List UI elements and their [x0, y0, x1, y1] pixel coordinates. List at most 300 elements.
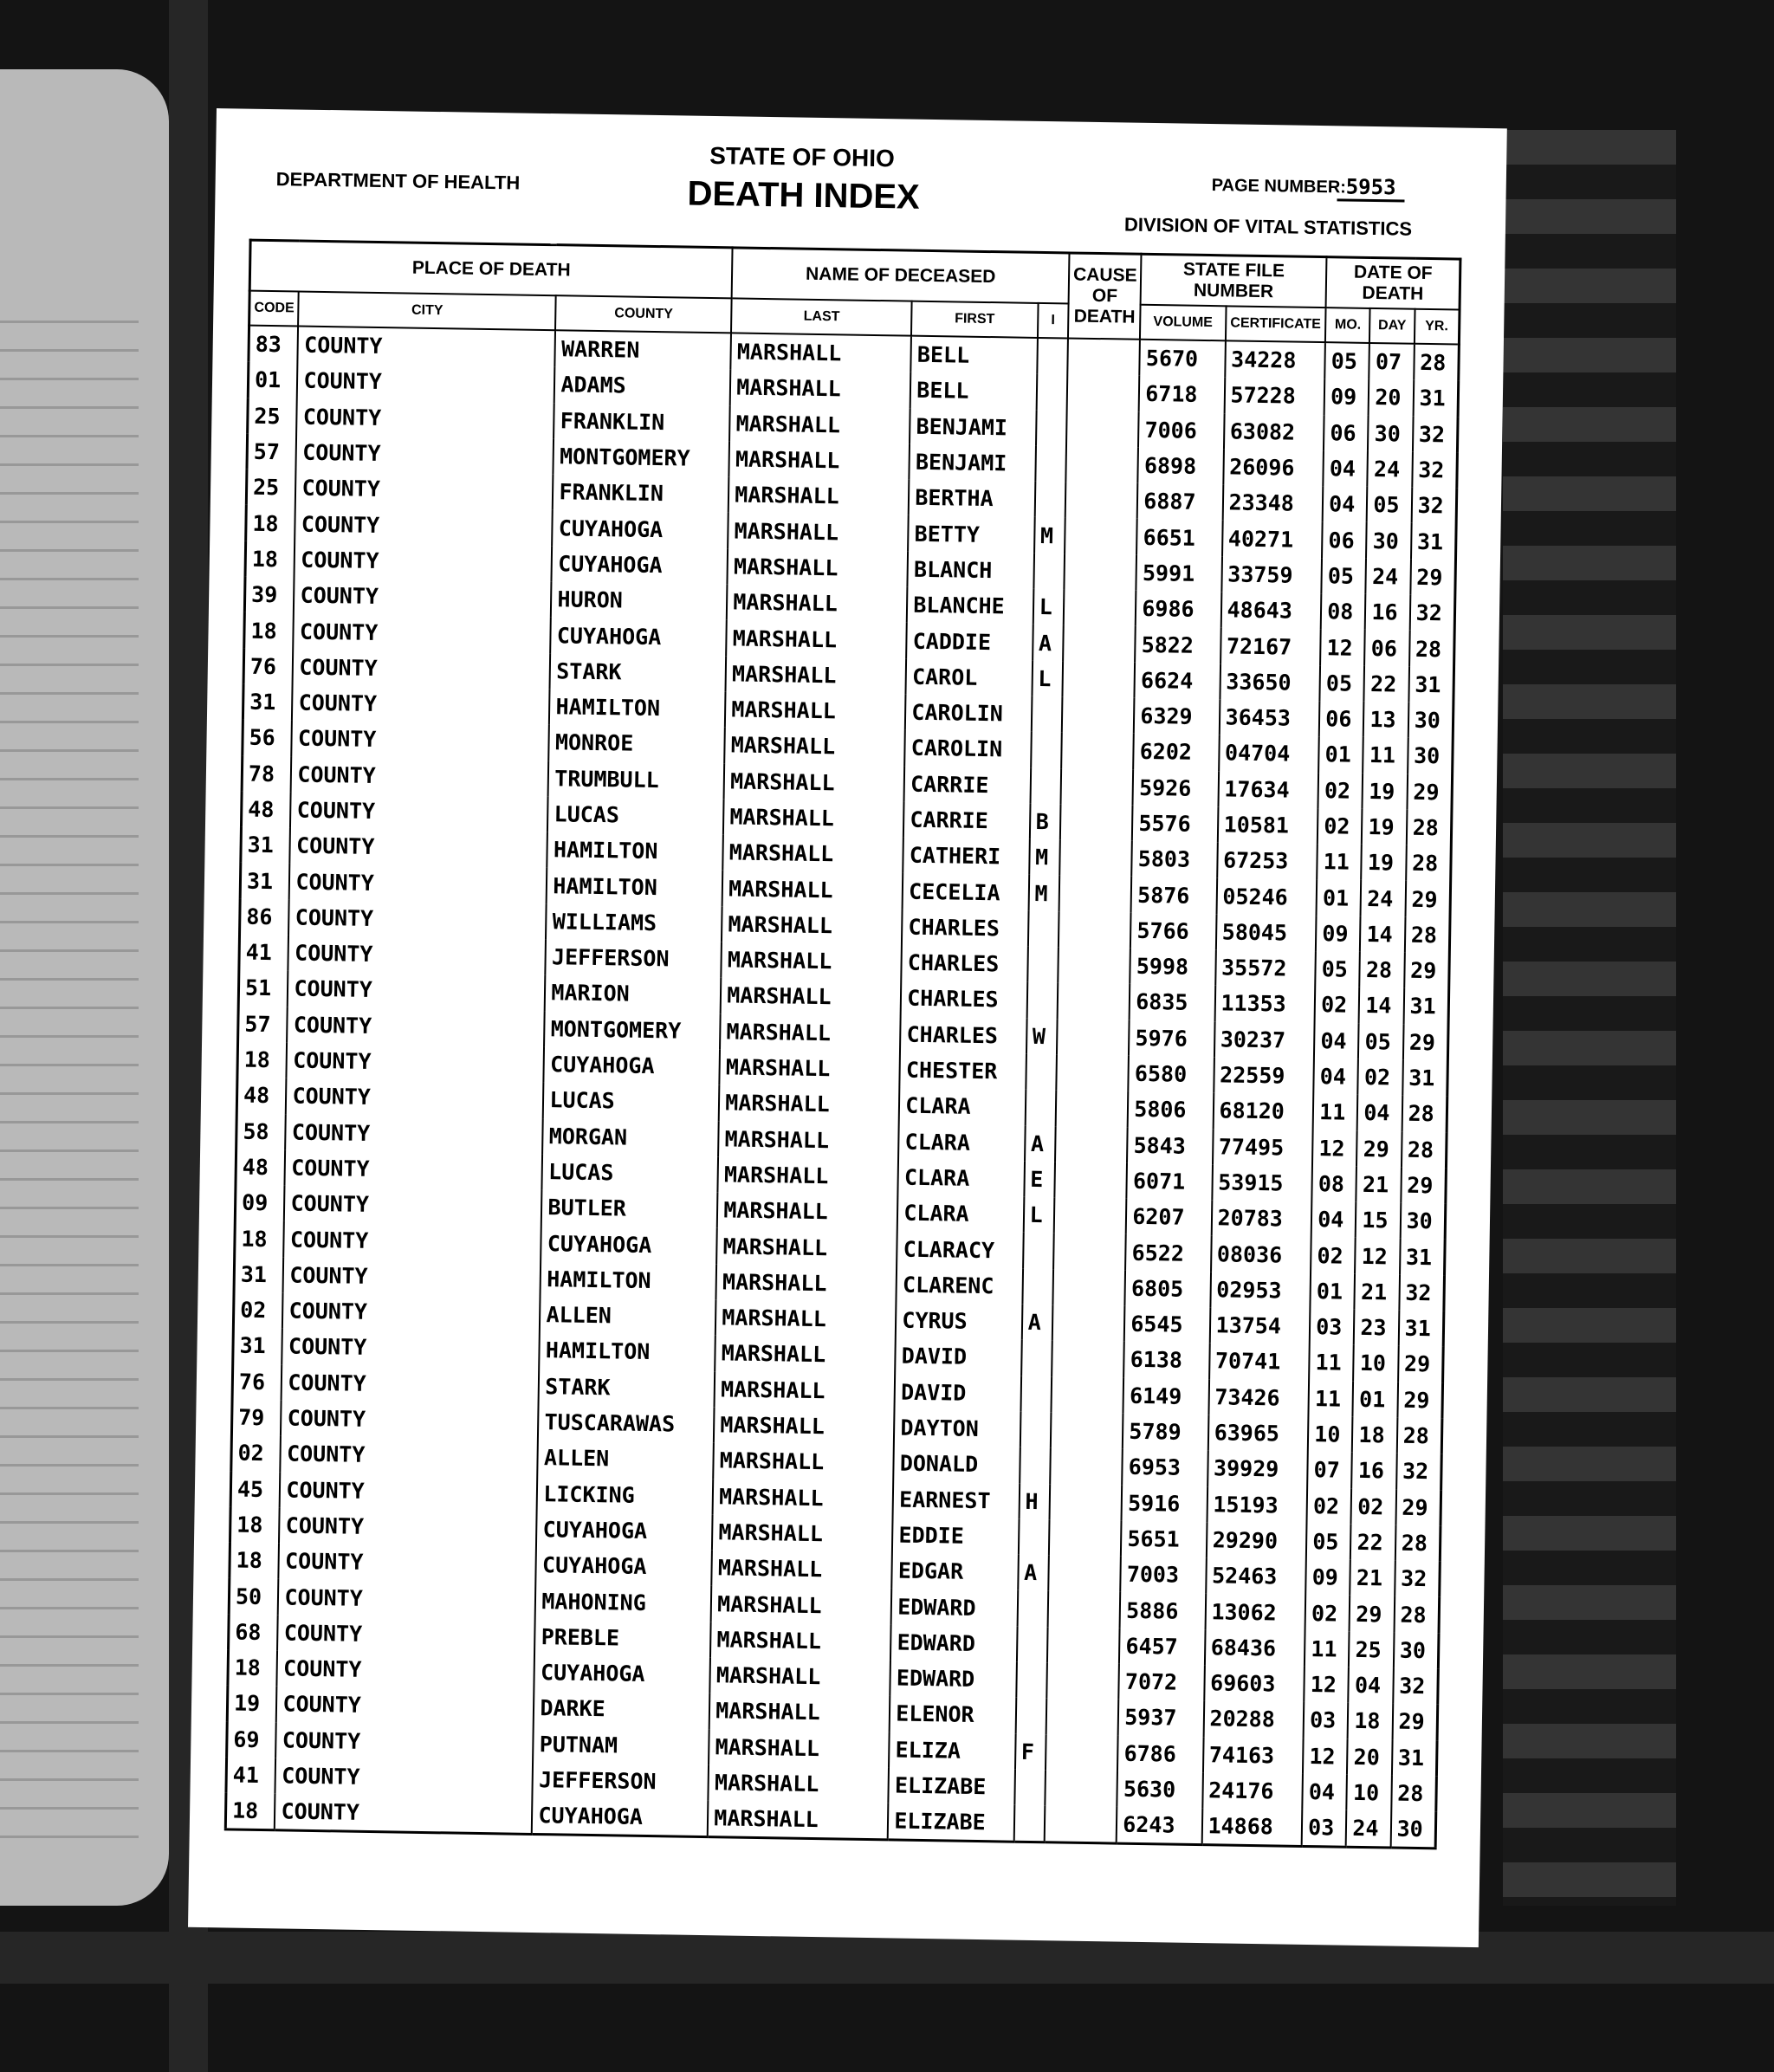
cause-of-death-cell: [1066, 411, 1139, 448]
initial-cell: [1036, 374, 1067, 411]
last-name-cell: MARSHALL: [725, 691, 906, 730]
initial-cell: [1025, 1090, 1056, 1126]
initial-cell: [1034, 482, 1065, 518]
code-cell: 39: [244, 577, 295, 613]
county-cell: ADAMS: [554, 366, 730, 405]
year-cell: 29: [1392, 1704, 1438, 1740]
city-cell: COUNTY: [288, 971, 546, 1011]
first-name-cell: CADDIE: [906, 623, 1033, 661]
initial-cell: L: [1023, 1197, 1054, 1233]
county-cell: HAMILTON: [540, 1332, 715, 1370]
volume-cell: 5998: [1130, 949, 1216, 986]
certificate-cell: 29290: [1206, 1522, 1306, 1559]
last-name-cell: MARSHALL: [717, 1192, 898, 1231]
county-cell: MONTGOMERY: [544, 1011, 720, 1049]
last-name-cell: MARSHALL: [708, 1800, 889, 1840]
county-cell: CUYAHOGA: [534, 1654, 710, 1693]
month-cell: 02: [1307, 1487, 1352, 1524]
city-cell: COUNTY: [284, 1221, 542, 1261]
county-cell: LUCAS: [547, 796, 723, 834]
city-cell: COUNTY: [276, 1722, 534, 1762]
year-cell: 29: [1403, 1024, 1449, 1060]
month-cell: 04: [1303, 1774, 1348, 1810]
first-name-cell: CLARA: [899, 1088, 1026, 1126]
day-cell: 24: [1368, 451, 1413, 488]
month-cell: 11: [1317, 844, 1362, 880]
initial-cell: [1017, 1590, 1048, 1627]
initial-header: I: [1038, 303, 1069, 339]
city-cell: COUNTY: [287, 1042, 545, 1082]
place-of-death-header: PLACE OF DEATH: [249, 240, 733, 298]
initial-cell: A: [1021, 1305, 1052, 1341]
first-name-cell: CAROLIN: [905, 695, 1032, 733]
code-cell: 48: [241, 791, 291, 827]
initial-cell: [1015, 1698, 1046, 1734]
code-cell: 31: [233, 1328, 283, 1364]
certificate-cell: 72167: [1220, 628, 1321, 665]
year-cell: 30: [1394, 1632, 1440, 1668]
month-cell: 04: [1311, 1201, 1356, 1238]
last-name-cell: MARSHALL: [728, 513, 909, 552]
first-name-cell: BENJAMI: [910, 408, 1036, 446]
certificate-cell: 13062: [1205, 1594, 1305, 1631]
certificate-cell: 68120: [1213, 1092, 1313, 1130]
certificate-cell: 05246: [1216, 878, 1317, 916]
month-cell: 05: [1324, 342, 1369, 379]
first-name-cell: DONALD: [893, 1446, 1020, 1484]
cause-of-death-cell: [1046, 1699, 1119, 1736]
volume-cell: 6202: [1133, 734, 1219, 771]
city-cell: COUNTY: [288, 935, 547, 974]
year-cell: 28: [1402, 1096, 1447, 1132]
city-cell: COUNTY: [277, 1650, 535, 1690]
certificate-cell: 74163: [1203, 1737, 1304, 1774]
last-name-cell: MARSHALL: [728, 477, 910, 516]
year-cell: 32: [1393, 1668, 1439, 1705]
day-cell: 13: [1363, 702, 1408, 738]
last-name-cell: MARSHALL: [727, 584, 908, 623]
volume-cell: 7003: [1121, 1557, 1207, 1594]
day-cell: 19: [1362, 809, 1407, 845]
first-name-cell: BETTY: [908, 515, 1034, 554]
county-cell: JEFFERSON: [546, 939, 722, 977]
first-name-cell: ELIZABE: [889, 1767, 1015, 1805]
certificate-cell: 36453: [1219, 699, 1319, 736]
certificate-cell: 34228: [1225, 340, 1325, 379]
volume-cell: 6457: [1119, 1628, 1205, 1665]
last-name-cell: MARSHALL: [723, 799, 904, 838]
initial-cell: [1023, 1233, 1054, 1269]
county-cell: CUYAHOGA: [552, 546, 728, 584]
city-cell: COUNTY: [280, 1472, 538, 1512]
day-cell: 30: [1368, 416, 1413, 452]
day-cell: 29: [1356, 1130, 1402, 1167]
index-rows: [225, 326, 1459, 1849]
certificate-cell: 14868: [1201, 1808, 1302, 1847]
cause-of-death-cell: [1065, 482, 1138, 520]
volume-cell: 7072: [1119, 1664, 1205, 1701]
volume-cell: 5806: [1128, 1091, 1214, 1129]
initial-cell: [1033, 554, 1065, 590]
volume-cell: 6149: [1123, 1377, 1209, 1415]
volume-cell: 5991: [1136, 555, 1222, 592]
day-cell: 21: [1350, 1560, 1395, 1596]
month-cell: 05: [1306, 1524, 1351, 1560]
county-cell: CUYAHOGA: [553, 510, 728, 548]
certificate-cell: 40271: [1222, 521, 1323, 558]
initial-cell: M: [1034, 517, 1065, 554]
city-cell: COUNTY: [275, 1793, 533, 1834]
year-cell: 28: [1406, 845, 1452, 882]
county-cell: MAHONING: [535, 1583, 711, 1621]
month-cell: 04: [1324, 450, 1369, 487]
initial-cell: [1017, 1626, 1048, 1662]
division-label: DIVISION OF VITAL STATISTICS: [1123, 213, 1413, 240]
code-cell: 48: [236, 1078, 287, 1114]
initial-cell: [1026, 1054, 1057, 1091]
county-cell: LUCAS: [543, 1082, 719, 1120]
day-cell: 05: [1358, 1023, 1403, 1059]
certificate-cell: 67253: [1217, 842, 1318, 879]
year-cell: 31: [1413, 380, 1459, 417]
day-cell: 15: [1356, 1202, 1401, 1239]
initial-cell: A: [1018, 1555, 1049, 1591]
city-cell: COUNTY: [279, 1543, 537, 1583]
first-name-cell: DAYTON: [894, 1409, 1020, 1447]
first-name-cell: BELL: [911, 336, 1038, 375]
code-cell: 18: [228, 1649, 278, 1686]
year-cell: 31: [1411, 523, 1457, 560]
city-cell: COUNTY: [284, 1186, 542, 1226]
day-cell: 18: [1352, 1417, 1397, 1454]
initial-cell: [1030, 767, 1061, 804]
city-cell: COUNTY: [298, 327, 556, 367]
initial-cell: [1031, 732, 1062, 768]
cause-of-death-cell: [1054, 1197, 1127, 1234]
month-cell: 01: [1311, 1273, 1356, 1310]
county-cell: HAMILTON: [541, 1261, 716, 1299]
volume-cell: 7006: [1138, 411, 1224, 449]
county-cell: HAMILTON: [549, 689, 725, 727]
month-cell: 12: [1320, 629, 1365, 665]
cause-of-death-cell: [1059, 876, 1132, 913]
month-header: MO.: [1325, 308, 1370, 343]
initial-cell: [1037, 338, 1068, 375]
city-cell: COUNTY: [279, 1507, 537, 1547]
certificate-cell: 73426: [1208, 1379, 1309, 1416]
certificate-cell: 24176: [1202, 1772, 1303, 1810]
month-cell: 02: [1315, 987, 1360, 1023]
day-cell: 16: [1365, 594, 1410, 631]
code-cell: 18: [246, 505, 296, 541]
year-cell: 32: [1409, 595, 1455, 631]
volume-cell: 6545: [1124, 1306, 1210, 1344]
last-name-cell: MARSHALL: [716, 1264, 897, 1303]
county-cell: WARREN: [555, 330, 731, 369]
volume-cell: 6522: [1125, 1234, 1211, 1272]
day-cell: 02: [1358, 1059, 1403, 1096]
initial-cell: M: [1028, 875, 1059, 911]
volume-cell: 6138: [1123, 1342, 1209, 1379]
month-cell: 01: [1318, 736, 1363, 773]
year-cell: 28: [1395, 1525, 1441, 1561]
year-cell: 28: [1391, 1775, 1437, 1811]
cause-of-death-cell: [1063, 661, 1136, 698]
day-cell: 04: [1349, 1667, 1394, 1704]
certificate-cell: 10581: [1217, 806, 1318, 844]
certificate-cell: 35572: [1215, 949, 1316, 987]
county-cell: FRANKLIN: [553, 474, 728, 512]
code-cell: 68: [229, 1614, 279, 1650]
county-cell: HURON: [551, 581, 727, 619]
cause-of-death-cell: [1046, 1662, 1119, 1700]
month-cell: 06: [1322, 522, 1367, 559]
county-cell: LUCAS: [542, 1154, 718, 1192]
initial-cell: [1028, 911, 1059, 948]
first-name-cell: CLARA: [898, 1159, 1025, 1197]
county-header: COUNTY: [555, 295, 731, 333]
last-name-cell: MARSHALL: [715, 1336, 896, 1375]
certificate-cell: 70741: [1209, 1343, 1310, 1380]
initial-cell: [1026, 982, 1058, 1019]
first-name-cell: CECELIA: [903, 873, 1029, 911]
last-name-cell: MARSHALL: [715, 1371, 896, 1410]
code-cell: 02: [231, 1435, 282, 1472]
volume-cell: 6329: [1134, 698, 1220, 735]
initial-cell: [1022, 1269, 1053, 1305]
last-name-cell: MARSHALL: [712, 1514, 893, 1553]
first-name-cell: EARNEST: [893, 1481, 1020, 1519]
volume-cell: 6718: [1139, 376, 1225, 413]
year-cell: 28: [1402, 1131, 1447, 1168]
year-cell: 28: [1396, 1418, 1442, 1454]
county-cell: TRUMBULL: [548, 761, 724, 799]
code-cell: 57: [247, 433, 297, 469]
year-cell: 28: [1394, 1596, 1440, 1633]
city-cell: COUNTY: [295, 470, 554, 510]
state-label: STATE OF OHIO: [709, 141, 896, 172]
city-cell: COUNTY: [278, 1615, 536, 1654]
year-cell: 29: [1398, 1346, 1444, 1382]
city-cell: COUNTY: [278, 1579, 536, 1619]
first-name-header: FIRST: [911, 301, 1038, 338]
volume-cell: 5926: [1133, 769, 1219, 806]
code-cell: 31: [234, 1256, 284, 1292]
code-cell: 51: [238, 970, 288, 1007]
city-cell: COUNTY: [275, 1758, 534, 1797]
first-name-cell: CARRIE: [904, 766, 1031, 804]
code-cell: 01: [248, 362, 298, 398]
county-cell: CUYAHOGA: [551, 618, 727, 656]
year-cell: 32: [1413, 416, 1459, 452]
code-cell: 18: [245, 541, 295, 577]
city-cell: COUNTY: [281, 1436, 539, 1476]
code-cell: 78: [242, 755, 292, 792]
certificate-cell: 68436: [1204, 1629, 1305, 1667]
initial-cell: [1014, 1770, 1046, 1806]
first-name-cell: CHARLES: [902, 945, 1028, 983]
year-cell: 31: [1398, 1311, 1444, 1347]
volume-cell: 5651: [1121, 1520, 1207, 1557]
code-cell: 25: [248, 398, 298, 434]
certificate-cell: 52463: [1206, 1557, 1306, 1595]
certificate-cell: 30237: [1214, 1021, 1315, 1059]
last-name-cell: MARSHALL: [713, 1442, 894, 1481]
month-cell: 03: [1304, 1702, 1349, 1739]
code-cell: 41: [226, 1757, 276, 1793]
month-cell: 02: [1305, 1595, 1350, 1631]
county-cell: CUYAHOGA: [536, 1547, 712, 1585]
month-cell: 09: [1316, 916, 1361, 952]
code-cell: 76: [243, 648, 294, 684]
month-cell: 12: [1312, 1130, 1357, 1167]
city-cell: COUNTY: [292, 684, 550, 724]
certificate-cell: 53915: [1212, 1164, 1312, 1201]
day-cell: 22: [1350, 1525, 1395, 1561]
day-cell: 24: [1366, 559, 1411, 595]
last-name-header: LAST: [731, 298, 912, 335]
city-cell: COUNTY: [297, 398, 555, 438]
last-name-cell: MARSHALL: [728, 548, 909, 587]
year-cell: 28: [1406, 810, 1452, 846]
code-cell: 31: [240, 863, 290, 899]
year-cell: 28: [1414, 344, 1460, 381]
year-cell: 29: [1404, 953, 1450, 989]
last-name-cell: MARSHALL: [709, 1764, 890, 1803]
first-name-cell: CAROLIN: [904, 730, 1031, 768]
county-cell: ALLEN: [540, 1297, 715, 1335]
cause-of-death-cell: [1048, 1591, 1121, 1628]
first-name-cell: BELL: [910, 372, 1037, 411]
code-cell: 18: [230, 1543, 280, 1579]
volume-cell: 5789: [1123, 1414, 1208, 1451]
year-cell: 28: [1409, 631, 1455, 667]
department-label: DEPARTMENT OF HEALTH: [275, 168, 521, 194]
first-name-cell: EDWARD: [890, 1624, 1017, 1662]
first-name-cell: CHARLES: [900, 1016, 1026, 1054]
county-cell: DARKE: [534, 1690, 709, 1728]
city-cell: COUNTY: [276, 1687, 534, 1726]
cause-of-death-cell: [1052, 1376, 1124, 1414]
day-cell: 21: [1355, 1274, 1400, 1311]
year-cell: 32: [1396, 1454, 1442, 1490]
last-name-cell: MARSHALL: [718, 1156, 899, 1195]
first-name-cell: EDGAR: [892, 1553, 1019, 1591]
cause-of-death-cell: [1066, 446, 1139, 483]
code-cell: 69: [227, 1721, 277, 1758]
certificate-cell: 63082: [1224, 413, 1324, 450]
last-name-cell: MARSHALL: [713, 1479, 894, 1518]
day-cell: 07: [1369, 343, 1415, 380]
city-cell: COUNTY: [297, 363, 555, 403]
county-cell: STARK: [539, 1369, 715, 1407]
initial-cell: H: [1019, 1483, 1050, 1519]
city-cell: COUNTY: [282, 1364, 540, 1404]
code-cell: 45: [230, 1471, 281, 1507]
first-name-cell: CLARA: [897, 1195, 1024, 1233]
cause-of-death-cell: [1063, 625, 1136, 663]
initial-cell: [1020, 1376, 1052, 1412]
first-name-cell: CLARENC: [897, 1266, 1023, 1305]
last-name-cell: MARSHALL: [711, 1586, 892, 1625]
cause-of-death-cell: [1055, 1126, 1128, 1163]
day-cell: 16: [1352, 1453, 1397, 1489]
year-header: YR.: [1415, 309, 1460, 345]
county-cell: PUTNAM: [533, 1726, 709, 1764]
volume-cell: 6207: [1126, 1199, 1212, 1236]
certificate-cell: 58045: [1215, 914, 1316, 951]
certificate-cell: 11353: [1214, 986, 1315, 1023]
city-cell: COUNTY: [283, 1257, 541, 1297]
city-cell: COUNTY: [282, 1292, 541, 1332]
first-name-cell: CATHERI: [903, 838, 1030, 876]
year-cell: 29: [1405, 881, 1451, 917]
county-cell: FRANKLIN: [554, 403, 729, 441]
first-name-cell: CAROL: [906, 658, 1033, 696]
month-cell: 11: [1313, 1094, 1358, 1130]
initial-cell: E: [1024, 1162, 1055, 1198]
month-cell: 04: [1314, 1023, 1359, 1059]
day-cell: 18: [1348, 1703, 1393, 1739]
backdrop-bottom-band: [0, 1932, 1774, 1984]
day-cell: 05: [1367, 487, 1412, 523]
initial-cell: [1021, 1340, 1052, 1376]
year-cell: 32: [1399, 1274, 1445, 1311]
city-cell: COUNTY: [295, 541, 553, 581]
certificate-cell: 33650: [1220, 664, 1320, 701]
day-cell: 11: [1363, 737, 1408, 774]
day-cell: 22: [1364, 666, 1409, 703]
first-name-cell: BLANCH: [908, 551, 1034, 589]
cause-of-death-cell: [1045, 1805, 1117, 1843]
month-cell: 03: [1310, 1309, 1355, 1345]
day-header: DAY: [1369, 308, 1415, 344]
last-name-cell: MARSHALL: [721, 978, 902, 1017]
cause-of-death-cell: [1058, 983, 1130, 1020]
day-cell: 19: [1362, 845, 1407, 881]
first-name-cell: BENJAMI: [910, 444, 1036, 482]
year-cell: 29: [1401, 1167, 1447, 1203]
volume-cell: 5843: [1127, 1127, 1213, 1164]
certificate-cell: 33759: [1221, 556, 1322, 593]
initial-cell: L: [1033, 589, 1064, 625]
year-cell: 30: [1390, 1811, 1436, 1849]
cause-of-death-cell: [1049, 1519, 1122, 1557]
initial-cell: [1020, 1412, 1051, 1448]
volume-cell: 5803: [1131, 841, 1217, 878]
county-cell: CUYAHOGA: [544, 1046, 720, 1085]
month-cell: 07: [1307, 1452, 1352, 1488]
day-cell: 02: [1351, 1488, 1396, 1525]
code-cell: 76: [232, 1363, 282, 1400]
month-cell: 02: [1311, 1237, 1356, 1273]
code-cell: 48: [236, 1149, 286, 1185]
month-cell: 06: [1319, 701, 1364, 737]
volume-cell: 6624: [1135, 662, 1220, 699]
first-name-cell: ELIZABE: [888, 1803, 1014, 1842]
volume-cell: 5937: [1118, 1700, 1204, 1737]
state-file-number-header: STATE FILE NUMBER: [1141, 254, 1327, 308]
month-cell: 02: [1318, 773, 1363, 809]
certificate-cell: 39929: [1207, 1450, 1308, 1487]
month-cell: 05: [1320, 665, 1365, 702]
death-index-page: [188, 108, 1507, 1947]
month-cell: 02: [1318, 808, 1363, 845]
city-cell: COUNTY: [296, 434, 554, 474]
first-name-cell: CHESTER: [900, 1052, 1026, 1090]
volume-cell: 5630: [1117, 1771, 1203, 1808]
month-cell: 08: [1321, 593, 1366, 630]
